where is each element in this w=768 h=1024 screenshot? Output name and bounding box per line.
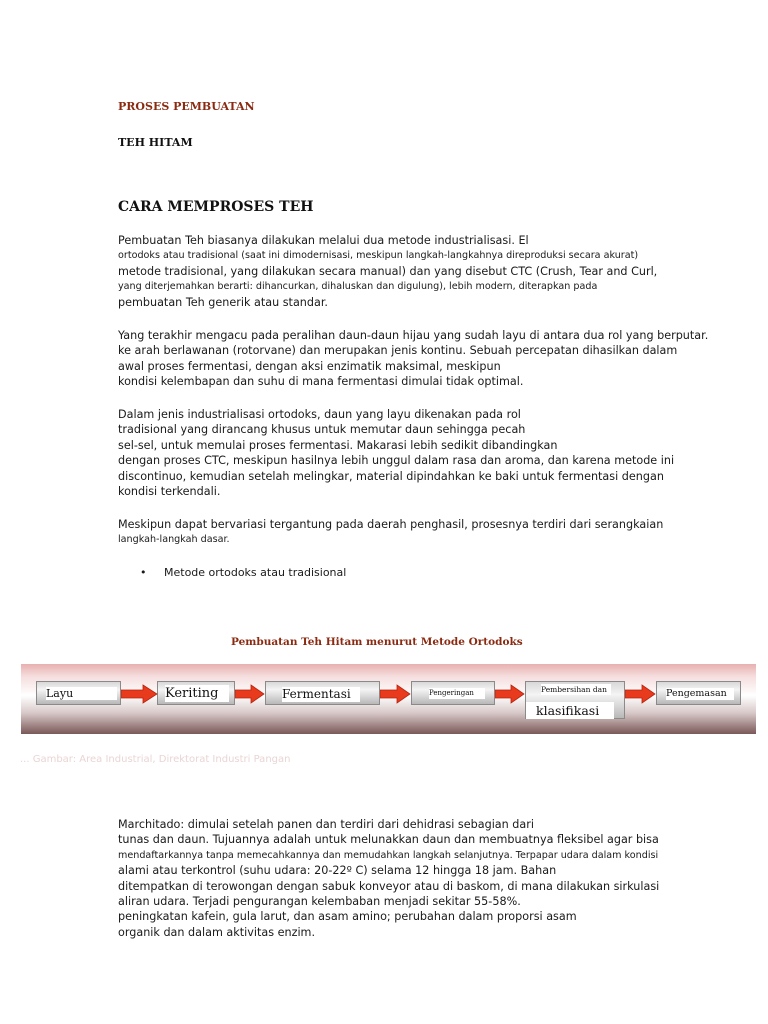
arrow-right-icon <box>121 684 158 704</box>
diagram-title: Pembuatan Teh Hitam menurut Metode Ortodoks <box>231 636 523 648</box>
arrow-right-icon <box>625 684 656 704</box>
step-label: Pengeringan <box>429 688 485 699</box>
text-line: tunas dan daun. Tujuannya adalah untuk melunakkan daun dan membuatnya fleksibel agar bisa <box>118 833 659 847</box>
text-line: metode tradisional, yang dilakukan secara manual) dan yang disebut CTC (Crush, Tear and Curl, <box>118 264 658 278</box>
step-pembersihan <box>525 681 625 719</box>
text-line: aliran udara. Terjadi pengurangan kelembaban menjadi sekitar 55-58%. <box>118 895 521 909</box>
diagram-caption: ... Gambar: Area Industrial, Direktorat Industri Pangan <box>20 754 291 765</box>
text-line: ditempatkan di terowongan dengan sabuk konveyor atau di baskom, di mana dilakukan sirkulasi <box>118 879 660 893</box>
text-line: awal proses fermentasi, dengan aksi enzimatik maksimal, meskipun <box>118 359 501 373</box>
text-line: mendaftarkannya tanpa memecahkannya dan memudahkan langkah selanjutnya. Terpapar udara dalam kondisi <box>118 849 659 861</box>
text-line: organik dan dalam aktivitas enzim. <box>118 925 316 939</box>
step-label: Pembersihan dan <box>541 684 611 695</box>
arrow-right-icon <box>495 684 525 704</box>
page-title: CARA MEMPROSES TEH <box>118 199 314 215</box>
text-line: ortodoks atau tradisional (saat ini dimodernisasi, meskipun langkah-langkahnya direproduksi secara akurat) <box>118 250 639 262</box>
paragraph-orthodox <box>118 407 738 499</box>
step-label: Keriting <box>165 685 229 702</box>
paragraph-marchitado <box>118 817 738 940</box>
text-line: dengan proses CTC, meskipun hasilnya lebih unggul dalam rasa dan aroma, dan karena metode ini <box>118 454 675 468</box>
text-line: langkah-langkah dasar. <box>118 534 230 546</box>
bullet-dot: • <box>140 566 147 579</box>
text-line: peningkatan kafein, gula larut, dan asam amino; perubahan dalam proporsi asam <box>118 910 577 924</box>
text-line: Yang terakhir mengacu pada peralihan daun-daun hijau yang sudah layu di antara dua rol yang berputar. <box>118 329 709 342</box>
text-line: discontinuo, kemudian setelah melingkar, material dipindahkan ke baki untuk fermentasi dengan <box>118 469 664 483</box>
text-line: alami atau terkontrol (suhu udara: 20-22º C) selama 12 hingga 18 jam. Bahan <box>118 864 557 878</box>
text-line: yang diterjemahkan berarti: dihancurkan, dihaluskan dan digulung), lebih modern, diterapkan pada <box>118 281 598 293</box>
bullet-item <box>140 566 346 579</box>
paragraph-intro <box>118 233 738 310</box>
step-keriting <box>157 681 235 705</box>
text-line: sel-sel, untuk memulai proses fermentasi. Makarasi lebih sedikit dibandingkan <box>118 438 558 452</box>
subject-heading: TEH HITAM <box>118 136 193 149</box>
step-pengeringan <box>411 681 495 705</box>
text-line: Dalam jenis industrialisasi ortodoks, daun yang layu dikenakan pada rol <box>118 408 521 421</box>
step-label: Pengemasan <box>666 688 734 700</box>
text-line: kondisi terkendali. <box>118 485 221 499</box>
section-heading: PROSES PEMBUATAN <box>118 100 255 113</box>
arrow-right-icon <box>380 684 411 704</box>
text-line: Marchitado: dimulai setelah panen dan terdiri dari dehidrasi sebagian dari <box>118 818 534 831</box>
paragraph-ctc <box>118 328 738 390</box>
text-line: ke arah berlawanan (rotorvane) dan merupakan jenis kontinu. Sebuah percepatan dihasilkan dalam <box>118 344 678 358</box>
bullet-text: Metode ortodoks atau tradisional <box>164 566 347 579</box>
step-label: Layu <box>46 687 117 700</box>
step-fermentasi <box>265 681 380 705</box>
step-label: Fermentasi <box>282 687 360 702</box>
step-label: klasifikasi <box>526 702 614 719</box>
text-line: kondisi kelembapan dan suhu di mana fermentasi dimulai tidak optimal. <box>118 375 524 389</box>
text-line: tradisional yang dirancang khusus untuk memutar daun sehingga pecah <box>118 423 526 437</box>
step-pengemasan <box>656 681 741 705</box>
text-line: pembuatan Teh generik atau standar. <box>118 295 328 309</box>
arrow-right-icon <box>235 684 265 704</box>
text-line: Pembuatan Teh biasanya dilakukan melalui dua metode industrialisasi. El <box>118 234 529 247</box>
text-line: Meskipun dapat bervariasi tergantung pada daerah penghasil, prosesnya terdiri dari serangkaian <box>118 518 664 531</box>
step-layu <box>36 681 121 705</box>
paragraph-steps <box>118 517 738 548</box>
